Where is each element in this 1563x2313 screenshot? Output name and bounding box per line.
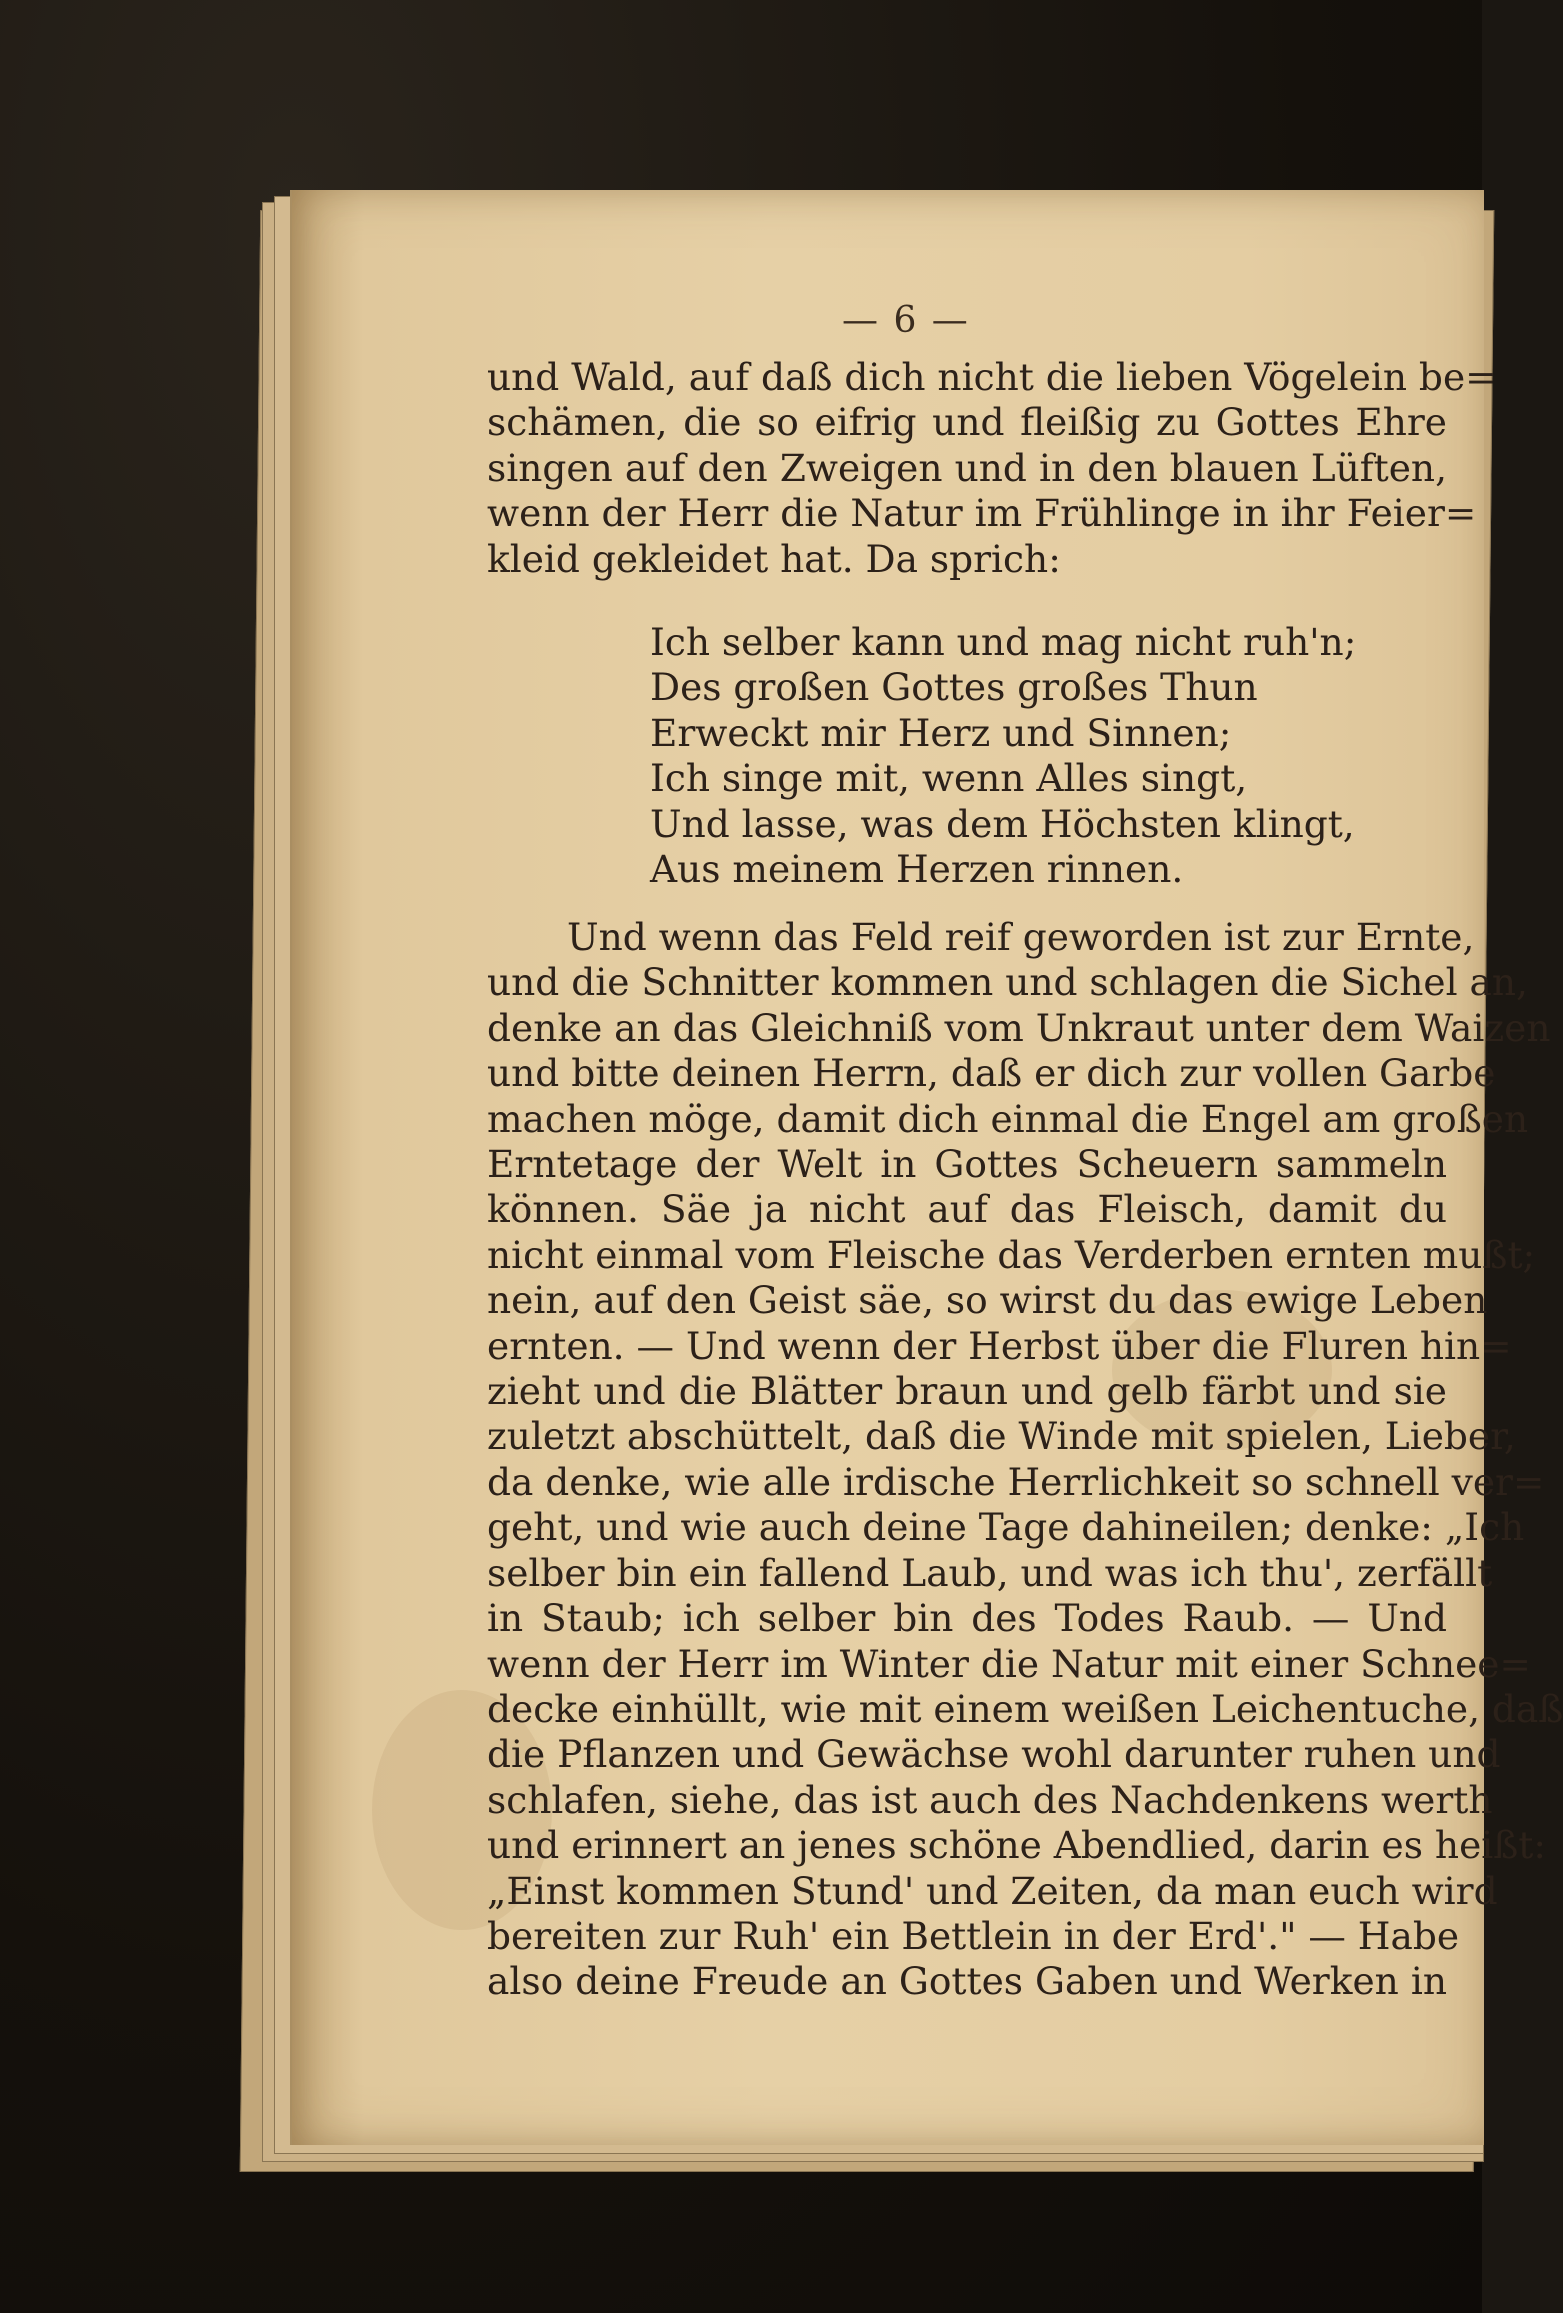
- text-line: da denke, wie alle irdische Herrlichkeit so schnell ver=: [487, 1459, 1545, 1504]
- text-line: ernten. — Und wenn der Herbst über die Fluren hin=: [487, 1323, 1512, 1368]
- text-line: Und wenn das Feld reif geworden ist zur Ernte,: [567, 915, 1475, 959]
- book-page: [290, 190, 1563, 2145]
- text-line: selber bin ein fallend Laub, und was ich thu', zerfällt: [487, 1550, 1493, 1595]
- text-line: nicht einmal vom Fleische das Verderben ernten mußt;: [487, 1232, 1536, 1277]
- text-line: singen auf den Zweigen und in den blauen Lüften,: [487, 445, 1447, 490]
- text-line: die Pflanzen und Gewächse wohl darunter ruhen und: [487, 1732, 1501, 1777]
- text-line: kleid gekleidet hat. Da sprich:: [487, 536, 1061, 581]
- paragraph-2: [487, 915, 1563, 2005]
- text-line: zieht und die Blätter braun und gelb färbt und sie: [487, 1369, 1447, 1414]
- text-line: können. Säe ja nicht auf das Fleisch, damit du: [487, 1187, 1447, 1232]
- paragraph-1: [487, 355, 1497, 582]
- text-line: decke einhüllt, wie mit einem weißen Leichentuche, daß: [487, 1686, 1563, 1731]
- text-line: schlafen, siehe, das ist auch des Nachdenkens werth: [487, 1777, 1493, 1822]
- text-line: geht, und wie auch deine Tage dahineilen; denke: „Ich: [487, 1505, 1525, 1550]
- text-line: Erntetage der Welt in Gottes Scheuern sammeln: [487, 1142, 1447, 1187]
- text-line: wenn der Herr im Winter die Natur mit einer Schnee=: [487, 1641, 1531, 1686]
- text-line: und die Schnitter kommen und schlagen die Sichel an,: [487, 960, 1528, 1005]
- poem-line: Des großen Gottes großes Thun: [650, 665, 1258, 710]
- text-line: und Wald, auf daß dich nicht die lieben Vögelein be=: [487, 355, 1497, 399]
- text-line: also deine Freude an Gottes Gaben und Werken in: [487, 1959, 1447, 2004]
- text-line: zuletzt abschüttelt, daß die Winde mit spielen, Lieber,: [487, 1414, 1516, 1459]
- text-line: machen möge, damit dich einmal die Engel am großen: [487, 1096, 1529, 1141]
- page-number: — 6 —: [842, 300, 970, 341]
- text-line: wenn der Herr die Natur im Frühlinge in ihr Feier=: [487, 491, 1477, 536]
- poem-line: Ich singe mit, wenn Alles singt,: [650, 756, 1248, 801]
- poem-line: Und lasse, was dem Höchsten klingt,: [650, 801, 1355, 846]
- text-line: nein, auf den Geist säe, so wirst du das ewige Leben: [487, 1278, 1488, 1323]
- text-line: und erinnert an jenes schöne Abendlied, darin es heißt:: [487, 1823, 1547, 1868]
- text-line: schämen, die so eifrig und fleißig zu Gottes Ehre: [487, 400, 1447, 445]
- text-line: denke an das Gleichniß vom Unkraut unter dem Waizen: [487, 1005, 1551, 1050]
- text-line: bereiten zur Ruh' ein Bettlein in der Erd'." — Habe: [487, 1913, 1460, 1958]
- text-line: und bitte deinen Herrn, daß er dich zur vollen Garbe: [487, 1051, 1496, 1096]
- text-line: in Staub; ich selber bin des Todes Raub. — Und: [487, 1596, 1447, 1641]
- poem-line: Aus meinem Herzen rinnen.: [650, 847, 1184, 892]
- text-line: „Einst kommen Stund' und Zeiten, da man euch wird: [487, 1868, 1498, 1913]
- poem-line: Erweckt mir Herz und Sinnen;: [650, 710, 1232, 755]
- poem-line: Ich selber kann und mag nicht ruh'n;: [650, 620, 1357, 664]
- poem-stanza: [650, 620, 1390, 892]
